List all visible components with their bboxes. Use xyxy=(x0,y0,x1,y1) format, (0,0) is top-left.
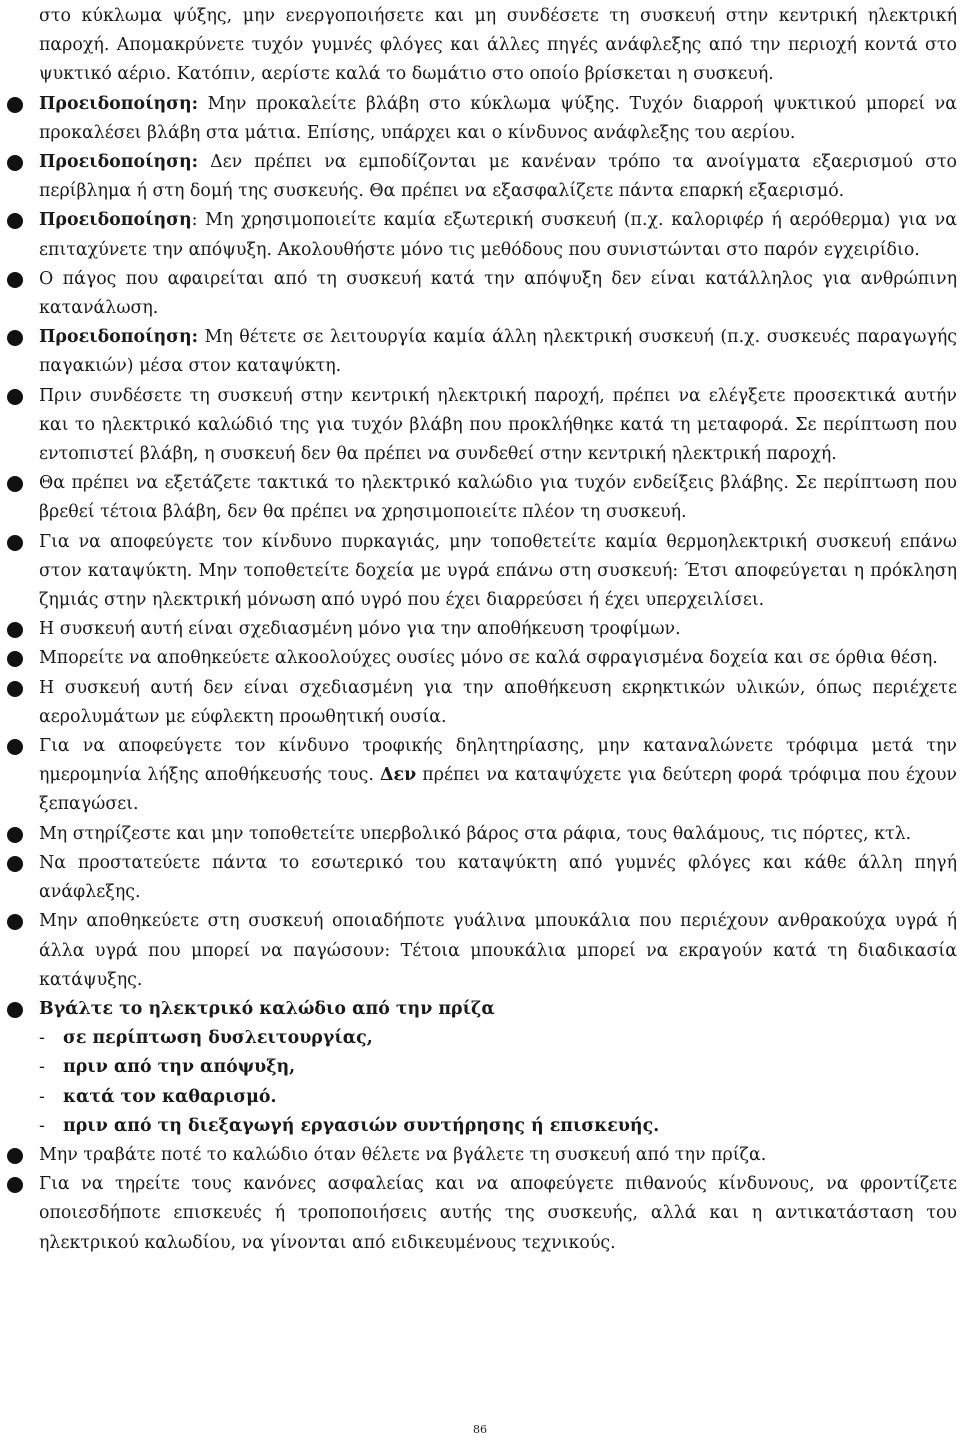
item-text: : Μη χρησιμοποιείτε καμία εξωτερική συσκευή (π.χ. καλοριφέρ ή αερόθερμα) για να επιταχύνετε την απόψυξη. Ακολουθήστε μόνο τις μεθόδους που συνιστώνται στο παρόν εγχειρίδιο. xyxy=(39,210,957,260)
list-item xyxy=(39,907,957,995)
item-text: Μην προκαλείτε βλάβη στο κύκλωμα ψύξης. Τυχόν διαρροή ψυκτικού μπορεί να προκαλέσει βλάβη στα μάτια. Επίσης, υπάρχει και ο κίνδυνος ανάφλεξης του αερίου. xyxy=(39,93,957,143)
emphasis-text: Δεν xyxy=(380,765,417,786)
warning-label: Προειδοποίηση: xyxy=(39,93,199,114)
paragraph-continuation xyxy=(39,2,957,90)
list-item xyxy=(39,732,957,820)
list-item xyxy=(39,265,957,323)
list-item xyxy=(39,528,957,616)
list-item xyxy=(39,615,957,644)
list-item xyxy=(39,644,957,673)
item-text: Για να αποφεύγετε τον κίνδυνο τροφικής δηλητηρίασης, μην καταναλώνετε τρόφιμα μετά την ημερομηνία λήξης αποθήκευσής τους. xyxy=(39,736,957,786)
dash-mark: - xyxy=(39,1028,45,1049)
dash-text: κατά τον καθαρισμό. xyxy=(63,1086,277,1107)
warning-label: Προειδοποίηση: xyxy=(39,152,199,173)
warning-label: Προειδοποίηση xyxy=(39,210,192,231)
paragraph-text: στο κύκλωμα ψύξης, μην ενεργοποιήσετε και μη συνδέσετε τη συσκευή στην κεντρική ηλεκτρική παροχή. Απομακρύνετε τυχόν γυμνές φλόγες και άλλες πηγές ανάφλεξης από την περιοχή κοντά στο ψυκτικό αέριο. Κατόπιν, αερίστε καλά το δωμάτιο στο οποίο βρίσκεται η συσκευή. xyxy=(39,6,957,85)
list-item xyxy=(39,1170,957,1258)
item-text: πρέπει να καταψύχετε για δεύτερη φορά τρόφιμα που έχουν ξεπαγώσει. xyxy=(39,765,957,815)
list-item xyxy=(39,382,957,470)
item-text: Θα πρέπει να εξετάζετε τακτικά το ηλεκτρικό καλώδιο για τυχόν ενδείξεις βλάβης. Σε περίπτωση που βρεθεί τέτοια βλάβη, δεν θα πρέπει να χρησιμοποιείτε πλέον τη συσκευή. xyxy=(39,473,957,523)
dash-item xyxy=(39,1053,957,1082)
list-item xyxy=(39,148,957,206)
list-item xyxy=(39,849,957,907)
item-text: Η συσκευή αυτή είναι σχεδιασμένη μόνο για την αποθήκευση τροφίμων. xyxy=(39,619,681,640)
item-text: Μην αποθηκεύετε στη συσκευή οποιαδήποτε γυάλινα μπουκάλια που περιέχουν ανθρακούχα υγρά ή άλλα υγρά που μπορεί να παγώσουν: Τέτοια μπουκάλια μπορεί να εκραγούν κατά τη διαδικασία κατάψυξης. xyxy=(39,911,957,990)
item-text: Μπορείτε να αποθηκεύετε αλκοολούχες ουσίες μόνο σε καλά σφραγισμένα δοχεία και σε όρθια θέση. xyxy=(39,648,938,669)
list-item xyxy=(39,90,957,148)
item-text: Πριν συνδέσετε τη συσκευή στην κεντρική ηλεκτρική παροχή, πρέπει να ελέγξετε προσεκτικά αυτήν και το ηλεκτρικό καλώδιό της για τυχόν βλάβη που προκλήθηκε κατά τη μεταφορά. Σε περίπτωση που εντοπιστεί βλάβη, η συσκευή δεν θα πρέπει να συνδεθεί στην κεντρική ηλεκτρική παροχή. xyxy=(39,385,957,465)
list-item xyxy=(39,206,957,264)
list-item xyxy=(39,820,957,849)
item-text: Ο πάγος που αφαιρείται από τη συσκευή κατά την απόψυξη δεν είναι κατάλληλος για ανθρώπινη κατανάλωση. xyxy=(39,268,957,319)
item-text: Να προστατεύετε πάντα το εσωτερικό του καταψύκτη από γυμνές φλόγες και κάθε άλλη πηγή ανάφλεξης. xyxy=(39,852,957,903)
list-item xyxy=(39,469,957,527)
item-text: Μη στηρίζεστε και μην τοποθετείτε υπερβολικό βάρος στα ράφια, τους θαλάμους, τις πόρτες, κτλ. xyxy=(39,823,912,844)
dash-mark: - xyxy=(39,1086,45,1107)
page-number: 86 xyxy=(473,1423,487,1436)
list-item xyxy=(39,674,957,732)
list-item xyxy=(39,323,957,381)
dash-mark: - xyxy=(39,1115,45,1136)
safety-instructions xyxy=(39,2,957,1258)
item-text: Μην τραβάτε ποτέ το καλώδιο όταν θέλετε να βγάλετε τη συσκευή από την πρίζα. xyxy=(39,1144,767,1165)
dash-mark: - xyxy=(39,1057,45,1078)
dash-text: σε περίπτωση δυσλειτουργίας, xyxy=(63,1028,373,1049)
item-text: Μη θέτετε σε λειτουργία καμία άλλη ηλεκτρική συσκευή (π.χ. συσκευές παραγωγής παγακιών) μέσα στον καταψύκτη. xyxy=(39,327,957,377)
dash-text: πριν από την απόψυξη, xyxy=(63,1057,296,1078)
list-item xyxy=(39,1141,957,1170)
dash-text: πριν από τη διεξαγωγή εργασιών συντήρησης ή επισκευής. xyxy=(63,1115,660,1136)
dash-item xyxy=(39,1112,957,1141)
list-item xyxy=(39,995,957,1024)
dash-item xyxy=(39,1024,957,1053)
item-text: Βγάλτε το ηλεκτρικό καλώδιο από την πρίζα xyxy=(39,998,495,1019)
warning-label: Προειδοποίηση: xyxy=(39,327,199,348)
item-text: Η συσκευή αυτή δεν είναι σχεδιασμένη για την αποθήκευση εκρηκτικών υλικών, όπως περιέχετε αερολυμάτων με εύφλεκτη προωθητική ουσία. xyxy=(39,677,957,727)
item-text: Δεν πρέπει να εμποδίζονται με κανέναν τρόπο τα ανοίγματα εξαερισμού στο περίβλημα ή στη δομή της συσκευής. Θα πρέπει να εξασφαλίζετε πάντα επαρκή εξαερισμό. xyxy=(39,152,957,202)
dash-item xyxy=(39,1083,957,1112)
item-text: Για να τηρείτε τους κανόνες ασφαλείας και να αποφεύγετε πιθανούς κίνδυνους, να φροντίζετε οποιεσδήποτε επισκευές ή τροποποιήσεις αυτής της συσκευής, αλλά και η αντικατάσταση του ηλεκτρικού καλωδίου, να γίνονται από ειδικευμένους τεχνικούς. xyxy=(39,1174,957,1253)
item-text: Για να αποφεύγετε τον κίνδυνο πυρκαγιάς, μην τοποθετείτε καμία θερμοηλεκτρική συσκευή επάνω στον καταψύκτη. Μην τοποθετείτε δοχεία με υγρά επάνω στη συσκευή: Έτσι αποφεύγεται η πρόκληση ζημιάς στην ηλεκτρική μόνωση από υγρό που έχει διαρρεύσει ή έχει υπερχειλίσει. xyxy=(39,531,957,611)
